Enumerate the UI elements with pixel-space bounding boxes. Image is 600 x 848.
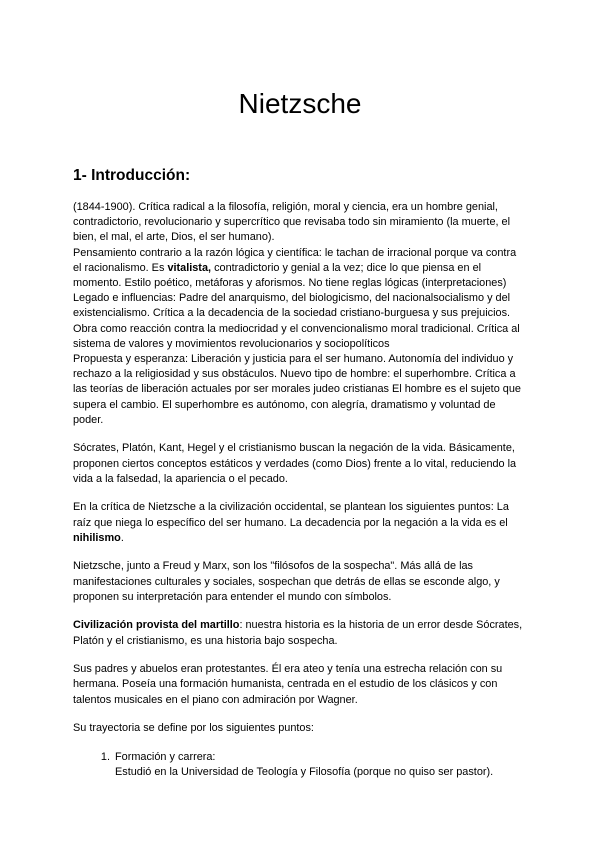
- trayectoria-list: [73, 750, 526, 780]
- intro-paragraph: [73, 200, 526, 428]
- paragraph-sospecha: Nietzsche, junto a Freud y Marx, son los "filósofos de la sospecha". Más allá de las manifestaciones culturales y sociales, sospechan que detrás de ellas se esconde algo, y proponen su interpretación para entender el mundo con símbolos.: [73, 560, 500, 603]
- list-item-title: Formación y carrera:: [115, 750, 216, 763]
- paragraph-critica: [73, 500, 526, 546]
- martillo-text: : nuestra historia es la historia de un error desde Sócrates, Platón y el cristianismo, es una historia bajo sospecha.: [73, 619, 523, 647]
- document-body: [73, 200, 526, 780]
- critica-text: En la crítica de Nietzsche a la civilización occidental, se plantean los siguientes puntos: La raíz que niega lo específico del ser humano. La decadencia por la negación a la vida es el: [73, 501, 509, 529]
- section-heading: 1- Introducción:: [73, 167, 191, 184]
- intro-line-estilo: contradictorio y genial a la vez; dice lo que piensa en el momento. Estilo poético, metáforas y aforismos. No tiene reglas lógicas (interpretaciones): [73, 261, 507, 290]
- list-item-detail: Estudió en la Universidad de Teología y Filosofía (porque no quiso ser pastor).: [115, 766, 494, 779]
- paragraph-padres: Sus padres y abuelos eran protestantes. Él era ateo y tenía una estrecha relación con su hermana. Poseía una formación humanista, centrada en el estudio de los clásicos y con talentos musicales en el piano con admiración por Wagner.: [73, 663, 503, 706]
- intro-line-legado: Legado e influencias: Padre del anarquismo, del biologicismo, del nacionalsocialismo y del existencialismo. Crítica a la decadencia de la sociedad cristiano-burguesa y sus prejuicios. Obra como reacción contra la mediocridad y el convencionalismo moral tradicional. Crítica al sistema de valores y movimientos revolucionarios y sociopolíticos: [73, 292, 520, 350]
- critica-bold-nihilismo: nihilismo: [73, 531, 121, 544]
- intro-line-biography: (1844-1900). Crítica radical a la filosofía, religión, moral y ciencia, era un hombre genial, contradictorio, revolucionario y supercrítico que revisaba todo sin miramiento (la muerte, el bien, el mal, el arte, Dios, el ser humano).: [73, 201, 511, 244]
- martillo-bold: Civilización provista del martillo: [73, 619, 240, 632]
- paragraph-socrates: Sócrates, Platón, Kant, Hegel y el cristianismo buscan la negación de la vida. Básicamente, proponen ciertos conceptos estáticos y verdades (como Dios) frente a lo vital, reduciendo la vida a la falsedad, la apariencia o el pecado.: [73, 442, 517, 485]
- intro-line-propuesta: Propuesta y esperanza: Liberación y justicia para el ser humano. Autonomía del individuo y rechazo a la religiosidad y sus obstáculos. Nuevo tipo de hombre: el superhombre. Crítica a las teorías de liberación actuales por ser morales judeo cristianas El hombre es el sujeto que supera el cambio. El superhombre es autónomo, con alegría, dramatismo y voluntad de poder.: [73, 353, 521, 426]
- intro-line-pensamiento: Pensamiento contrario a la razón lógica y científica: le tachan de irracional porque va contra el racionalismo. Es: [73, 246, 517, 274]
- critica-end: .: [120, 531, 124, 544]
- paragraph-trayectoria: Su trayectoria se define por los siguientes puntos:: [73, 722, 314, 735]
- list-item: [113, 750, 526, 780]
- document-title: Nietzsche: [238, 88, 362, 119]
- intro-bold-vitalista: vitalista,: [167, 261, 212, 274]
- paragraph-martillo: [73, 618, 526, 648]
